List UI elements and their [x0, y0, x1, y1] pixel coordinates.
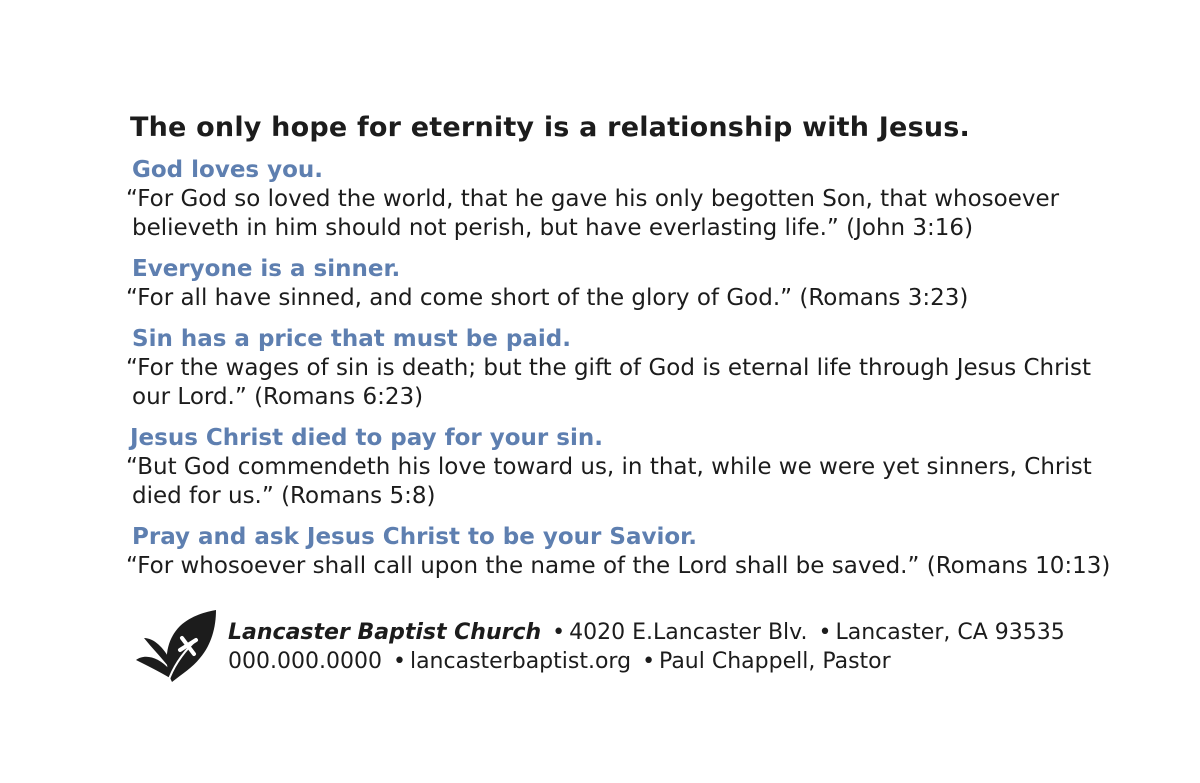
footer-lines [228, 618, 1065, 676]
address: 4020 E.Lancaster Blv. [569, 620, 808, 645]
leaf-cross-logo-icon [134, 608, 220, 684]
verse-line: our Lord.” (Romans 6:23) [132, 384, 424, 410]
pastor: Paul Chappell, Pastor [659, 649, 891, 674]
verse-line: died for us.” (Romans 5:8) [132, 483, 436, 509]
verse-text [126, 552, 1111, 581]
city: Lancaster, CA 93535 [835, 620, 1065, 645]
section-heading: Jesus Christ died to pay for your sin. [130, 425, 603, 451]
verse-text [126, 185, 1086, 243]
section-jesus-died-for-sin [126, 424, 1092, 511]
separator: • [392, 649, 406, 674]
verse-text [126, 284, 1086, 313]
verse-text [126, 354, 1091, 412]
section-heading: God loves you. [132, 157, 324, 183]
section-sin-has-a-price [126, 325, 1091, 412]
church-name: Lancaster Baptist Church [228, 620, 542, 645]
headline: The only hope for eternity is a relationship with Jesus. [130, 112, 970, 143]
verse-line: “For all have sinned, and come short of the glory of God.” (Romans 3:23) [126, 285, 969, 311]
verse-line: believeth in him should not perish, but have everlasting life.” (John 3:16) [132, 215, 974, 241]
verse-line: “But God commendeth his love toward us, in that, while we were yet sinners, Christ [126, 454, 1092, 480]
verse-line: “For whosoever shall call upon the name of the Lord shall be saved.” (Romans 10:13) [126, 553, 1111, 579]
section-pray-and-ask [126, 523, 1111, 581]
verse-text [126, 453, 1092, 511]
section-god-loves-you [126, 156, 1086, 243]
verse-line: “For the wages of sin is death; but the gift of God is eternal life through Jesus Christ [126, 355, 1091, 381]
phone: 000.000.0000 [228, 649, 382, 674]
section-everyone-is-a-sinner [126, 255, 1086, 313]
footer-line-contact [228, 647, 1065, 676]
section-heading: Sin has a price that must be paid. [132, 326, 571, 352]
separator: • [552, 620, 566, 645]
church-footer [134, 608, 1065, 688]
separator: • [818, 620, 832, 645]
verse-line: “For God so loved the world, that he gave his only begotten Son, that whosoever [126, 186, 1060, 212]
section-heading: Everyone is a sinner. [132, 256, 401, 282]
footer-line-address [228, 618, 1065, 647]
section-heading: Pray and ask Jesus Christ to be your Savior. [132, 524, 697, 550]
separator: • [642, 649, 656, 674]
website: lancasterbaptist.org [409, 649, 632, 674]
